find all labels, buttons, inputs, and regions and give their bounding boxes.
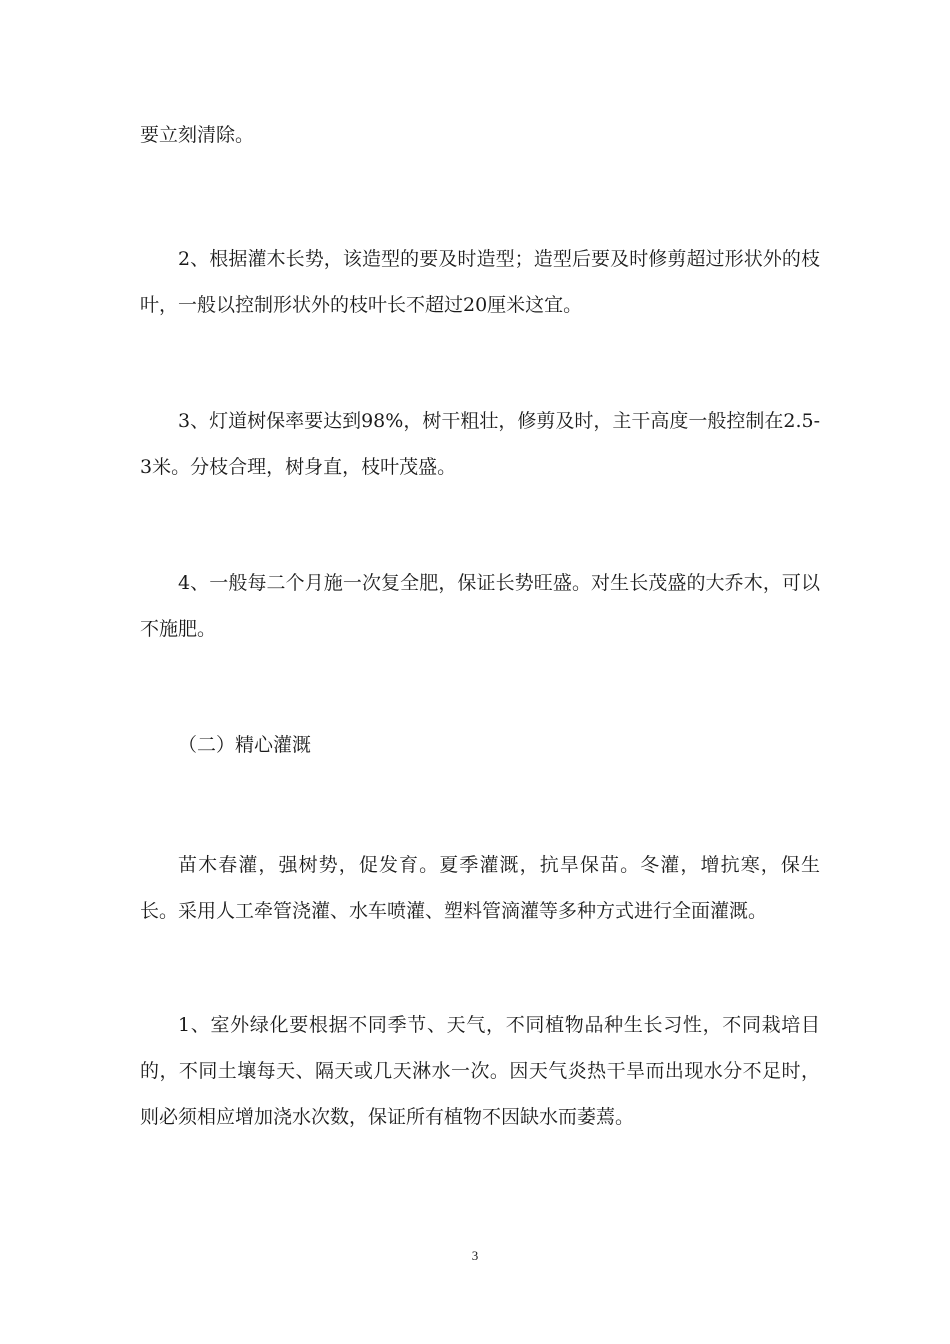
paragraph-outdoor-watering: 1、室外绿化要根据不同季节、天气，不同植物品种生长习性，不同栽培目的，不同土壤每天、隔天或几天淋水一次。因天气炎热干旱而出现水分不足时，则必须相应增加浇水次数，保证所有植物不因缺水而萎蔫。 [140, 1014, 820, 1128]
paragraph-continuation: 要立刻清除。 [140, 124, 255, 146]
section-heading-irrigation: （二）精心灌溉 [178, 734, 312, 756]
paragraph-street-trees: 3、灯道树保率要达到98%，树干粗壮，修剪及时，主干高度一般控制在2.5-3米。分枝合理，树身直，枝叶茂盛。 [140, 410, 820, 478]
page-number: 3 [471, 1248, 479, 1263]
paragraph-seasonal-irrigation: 苗木春灌，强树势，促发育。夏季灌溉，抗旱保苗。冬灌，增抗寒，保生长。采用人工牵管浇灌、水车喷灌、塑料管滴灌等多种方式进行全面灌溉。 [140, 854, 820, 922]
paragraph-fertilizer: 4、一般每二个月施一次复全肥，保证长势旺盛。对生长茂盛的大乔木，可以不施肥。 [140, 572, 820, 640]
paragraph-shrub-shaping: 2、根据灌木长势，该造型的要及时造型；造型后要及时修剪超过形状外的枝叶，一般以控制形状外的枝叶长不超过20厘米这宜。 [140, 248, 820, 316]
